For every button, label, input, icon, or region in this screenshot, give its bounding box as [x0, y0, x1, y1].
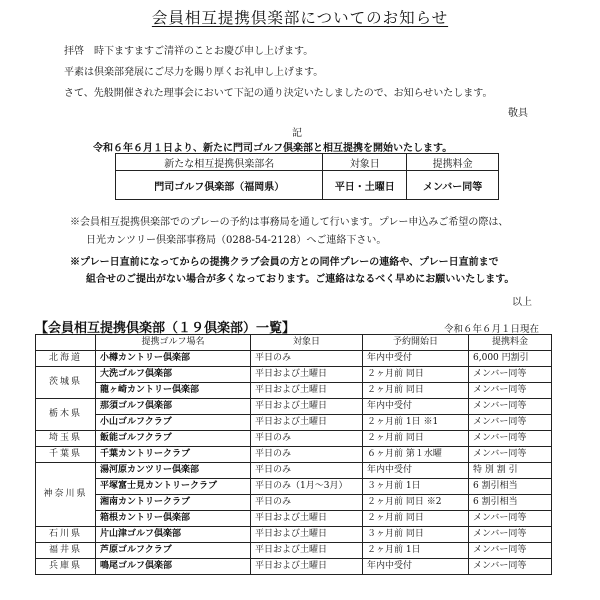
club-name-cell: 湘南カントリークラブ: [96, 495, 251, 511]
prefecture-cell: 福井県: [36, 543, 96, 559]
new-partner-fee: メンバー同等: [407, 171, 499, 200]
ki-heading: 記: [292, 128, 302, 139]
table-row: [36, 511, 552, 527]
club-name-cell: 飯能ゴルフクラブ: [96, 431, 251, 447]
fee-cell: メンバー同等: [469, 447, 552, 463]
new-partner-header-name: 新たな相互提携倶楽部名: [116, 154, 323, 171]
club-list-title: 【会員相互提携倶楽部（１９倶楽部）一覧】: [35, 321, 296, 336]
table-row: [36, 463, 552, 479]
fee-cell: メンバー同等: [469, 415, 552, 431]
reservation-start-cell: ６ヶ月前 第１水曜: [363, 447, 469, 463]
target-days-cell: 平日のみ: [251, 463, 363, 479]
table-row: [36, 431, 552, 447]
prefecture-cell: 茨城県: [36, 367, 96, 399]
greeting-line-3: さて、先般開催された理事会において下記の通り決定いたしましたので、お知らせいたします。: [64, 88, 493, 99]
table-row: [36, 527, 552, 543]
new-partner-header-days: 対象日: [323, 154, 407, 171]
greeting-line-1: 拝啓 時下ますますご清祥のことお慶び申し上げます。: [64, 46, 314, 57]
target-days-cell: 平日のみ: [251, 351, 363, 367]
club-name-cell: 小樽カントリー倶楽部: [96, 351, 251, 367]
fee-cell: 6 割引相当: [469, 495, 552, 511]
target-days-cell: 平日および土曜日: [251, 543, 363, 559]
fee-cell: メンバー同等: [469, 543, 552, 559]
closing-ijo: 以上: [512, 297, 532, 308]
target-days-cell: 平日のみ: [251, 431, 363, 447]
target-days-cell: 平日および土曜日: [251, 511, 363, 527]
fee-cell: メンバー同等: [469, 367, 552, 383]
new-partner-table: [115, 153, 499, 200]
table-row: [36, 559, 552, 575]
club-list-header-fee: 提携料金: [469, 335, 552, 351]
announcement: 令和６年６月１日より、新たに門司ゴルフ倶楽部と相互提携を開始いたします。: [93, 143, 453, 154]
fee-cell: 特 別 割 引: [469, 463, 552, 479]
fee-cell: メンバー同等: [469, 527, 552, 543]
club-name-cell: 鳴尾ゴルフ倶楽部: [96, 559, 251, 575]
new-partner-header-fee: 提携料金: [407, 154, 499, 171]
reservation-start-cell: ２ヶ月前 1日: [363, 543, 469, 559]
table-row: [36, 479, 552, 495]
reservation-start-cell: ２ヶ月前 同日: [363, 367, 469, 383]
club-name-cell: 湯河原カンツリー倶楽部: [96, 463, 251, 479]
document-title: 会員相互提携倶楽部についてのお知らせ: [151, 9, 449, 27]
note-1-line-1: ※会員相互提携倶楽部でのプレーの予約は事務局を通して行います。プレー申込みご希望の際は、: [70, 217, 509, 228]
table-row: [36, 367, 552, 383]
reservation-start-cell: ２ヶ月前 同日: [363, 383, 469, 399]
table-row: [36, 447, 552, 463]
prefecture-cell: 栃木県: [36, 399, 96, 431]
club-name-cell: 龍ヶ崎カントリー倶楽部: [96, 383, 251, 399]
club-name-cell: 大洗ゴルフ倶楽部: [96, 367, 251, 383]
reservation-start-cell: ２ヶ月前 同日: [363, 511, 469, 527]
closing-keigu: 敬具: [508, 108, 528, 119]
club-list-header-name: 提携ゴルフ場名: [96, 335, 251, 351]
reservation-start-cell: 年内中受付: [363, 559, 469, 575]
table-row: [36, 351, 552, 367]
club-name-cell: 千葉カントリークラブ: [96, 447, 251, 463]
table-row: [36, 399, 552, 415]
club-list-date: 令和６年６月１日現在: [444, 324, 540, 335]
club-list-header-pref: [36, 335, 96, 351]
table-row: [36, 495, 552, 511]
fee-cell: メンバー同等: [469, 383, 552, 399]
fee-cell: メンバー同等: [469, 511, 552, 527]
prefecture-cell: 兵庫県: [36, 559, 96, 575]
club-list-header-days: 対象日: [251, 335, 363, 351]
fee-cell: 6 割引相当: [469, 479, 552, 495]
target-days-cell: 平日および土曜日: [251, 527, 363, 543]
table-row: [36, 543, 552, 559]
note-2-line-2: 組合せのご提出がない場合が多くなっております。ご連絡はなるべく早めにお願いいたします。: [86, 274, 515, 285]
target-days-cell: 平日のみ（1月～3月）: [251, 479, 363, 495]
reservation-start-cell: ２ヶ月前 同日 ※2: [363, 495, 469, 511]
table-row: [36, 383, 552, 399]
club-name-cell: 片山津ゴルフ倶楽部: [96, 527, 251, 543]
reservation-start-cell: ３ヶ月前 同日: [363, 527, 469, 543]
note-2-line-1: ※プレー日直前になってからの提携クラブ会員の方との同伴プレーの連絡や、プレー日直前まで: [70, 257, 499, 268]
fee-cell: 6,000 円割引: [469, 351, 552, 367]
fee-cell: メンバー同等: [469, 431, 552, 447]
reservation-start-cell: 年内中受付: [363, 463, 469, 479]
target-days-cell: 平日および土曜日: [251, 399, 363, 415]
reservation-start-cell: ２ヶ月前 1日 ※1: [363, 415, 469, 431]
club-name-cell: 芦原ゴルフクラブ: [96, 543, 251, 559]
target-days-cell: 平日および土曜日: [251, 415, 363, 431]
new-partner-days: 平日・土曜日: [323, 171, 407, 200]
club-list-header-reservation: 予約開始日: [363, 335, 469, 351]
target-days-cell: 平日のみ: [251, 495, 363, 511]
target-days-cell: 平日のみ: [251, 447, 363, 463]
reservation-start-cell: ２ヶ月前 同日: [363, 431, 469, 447]
fee-cell: メンバー同等: [469, 559, 552, 575]
club-name-cell: 那須ゴルフ倶楽部: [96, 399, 251, 415]
reservation-start-cell: 年内中受付: [363, 399, 469, 415]
prefecture-cell: 埼玉県: [36, 431, 96, 447]
target-days-cell: 平日および土曜日: [251, 383, 363, 399]
club-list-table: [35, 334, 552, 575]
prefecture-cell: 神奈川県: [36, 463, 96, 527]
prefecture-cell: 北海道: [36, 351, 96, 367]
club-name-cell: 小山ゴルフクラブ: [96, 415, 251, 431]
new-partner-name: 門司ゴルフ倶楽部（福岡県）: [116, 171, 323, 200]
prefecture-cell: 千葉県: [36, 447, 96, 463]
reservation-start-cell: 年内中受付: [363, 351, 469, 367]
fee-cell: メンバー同等: [469, 399, 552, 415]
target-days-cell: 平日および土曜日: [251, 367, 363, 383]
reservation-start-cell: ３ヶ月前 1日: [363, 479, 469, 495]
club-name-cell: 平塚富士見カントリークラブ: [96, 479, 251, 495]
table-row: [36, 415, 552, 431]
prefecture-cell: 石川県: [36, 527, 96, 543]
note-1-line-2: 日光カンツリー倶楽部事務局（0288-54-2128）へご連絡下さい。: [86, 235, 387, 246]
greeting-line-2: 平素は倶楽部発展にご尽力を賜り厚くお礼申し上げます。: [64, 67, 324, 78]
club-name-cell: 箱根カントリー倶楽部: [96, 511, 251, 527]
target-days-cell: 平日および土曜日: [251, 559, 363, 575]
